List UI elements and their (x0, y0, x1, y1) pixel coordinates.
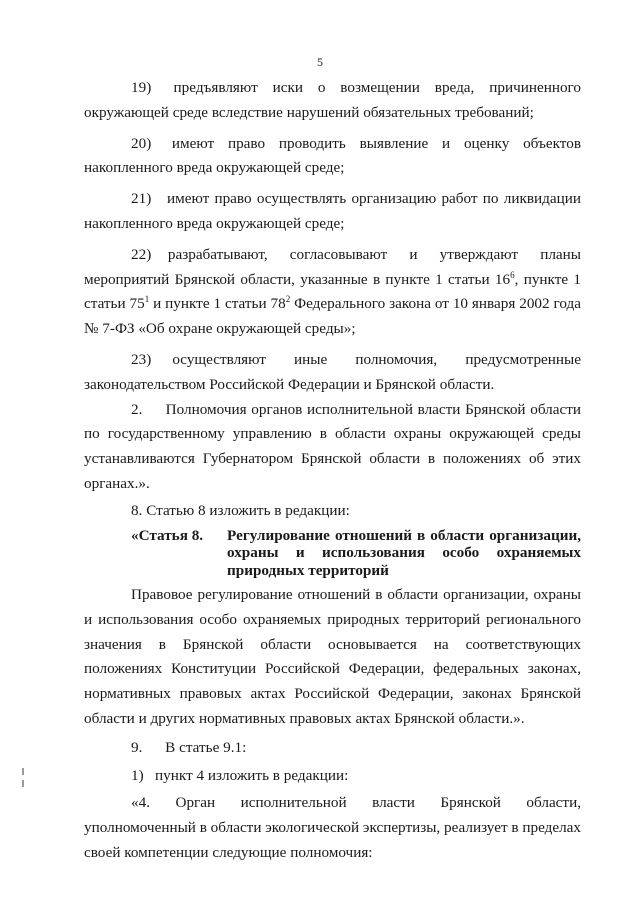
item-22-sup-3: 2 (285, 294, 291, 305)
article-8-label: «Статья 8. (131, 526, 204, 544)
item-20: 20) имеют право проводить выявление и оценку объектов накопленного вреда окружающей среде; (84, 134, 581, 177)
article-8-title: Регулирование отношений в области организации, охраны и использования особо охраняемых природных территорий (227, 526, 581, 579)
scan-margin-mark (22, 768, 24, 775)
item-22-text-d: Федерального закона от 10 января 2002 года № 7-ФЗ «Об охране окружающей среды»; (84, 295, 581, 338)
scan-margin-mark (22, 780, 24, 787)
item-21: 21) имеют право осуществлять организацию работ по ликвидации накопленного вреда окружающей среде; (84, 190, 581, 232)
item-22 (84, 243, 581, 342)
item-22-text-a: 22) разрабатывают, согласовывают и утверждают планы мероприятий Брянской области, указанные в пункте 1 статьи 16 (84, 245, 581, 288)
paragraph-9: 9. В статье 9.1: (131, 738, 247, 756)
paragraph-2: 2. Полномочия органов исполнительной власти Брянской области по государственному управлению в области охраны окружающей среды устанавливаются Губернатором Брянской области в положениях об этих органах.». (84, 400, 581, 492)
item-22-text-b: , пункте 1 статьи 75 (84, 270, 582, 313)
page-number: 5 (317, 55, 323, 69)
article-8-heading (84, 527, 581, 580)
paragraph-4-quote: «4. Орган исполнительной власти Брянской области, уполномоченный в области экологической экспертизы, реализует в пределах своей компетенции следующие полномочия: (84, 794, 581, 862)
item-19: 19) предъявляют иски о возмещении вреда, причиненного окружающей среде вследствие нарушений обязательных требований; (84, 79, 581, 121)
article-8-text: Правовое регулирование отношений в области организации, охраны и использования особо охраняемых природных территорий регионального значения в Брянской области основывается на соответствующих положениях Конституции Российской Федерации, федеральных законах, нормативных правовых актах Российской Федерации, законах Брянской области и других нормативных правовых актах Брянской области.». (84, 586, 581, 728)
paragraph-9-1: 1) пункт 4 изложить в редакции: (131, 766, 349, 784)
document-body (84, 76, 581, 866)
item-23: 23) осуществляют иные полномочия, предусмотренные законодательством Российской Федерации и Брянской области. (84, 350, 581, 393)
item-22-sup-2: 1 (144, 294, 150, 305)
item-22-text-c: и пункте 1 статьи 78 (149, 295, 286, 313)
paragraph-8: 8. Статью 8 изложить в редакции: (131, 501, 350, 519)
item-22-sup-1: 6 (510, 269, 515, 280)
